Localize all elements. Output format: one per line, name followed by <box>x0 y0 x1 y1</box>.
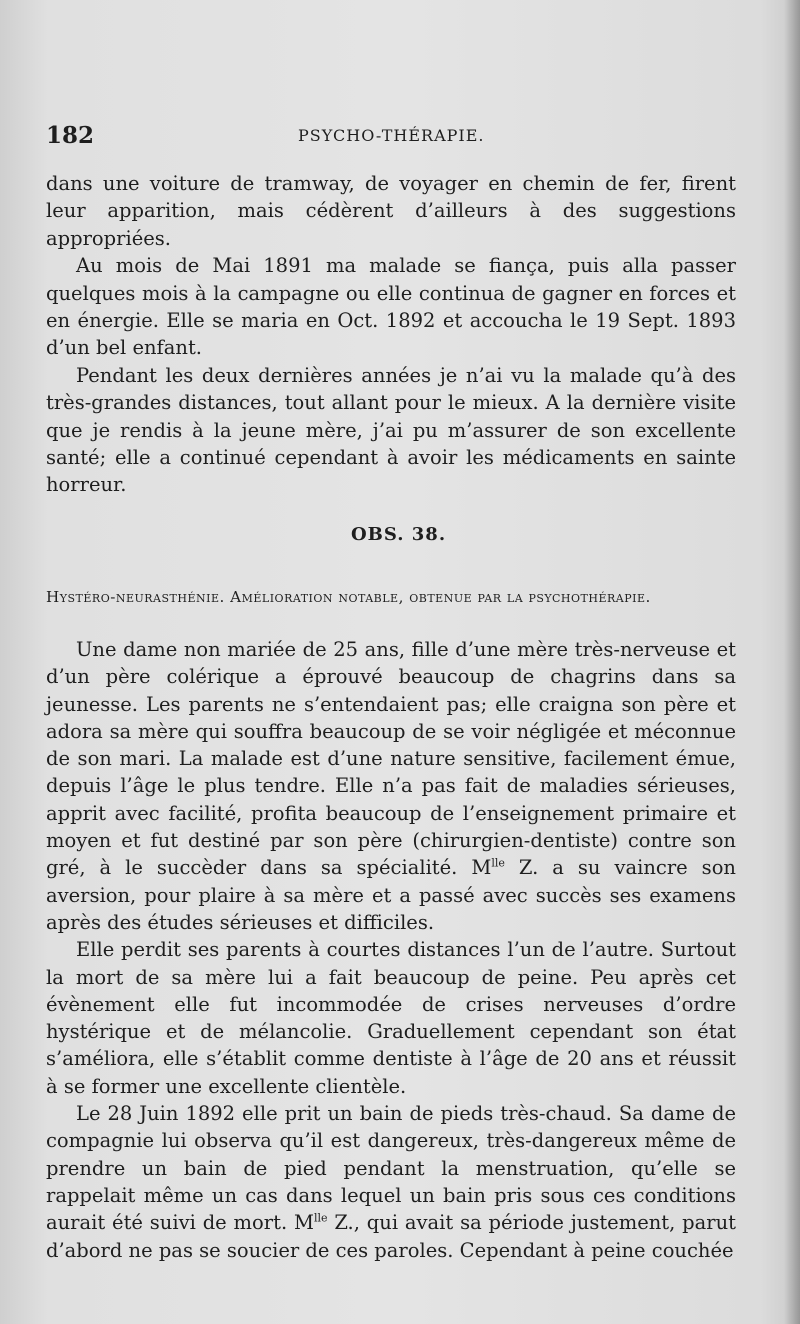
paragraph-text: Z., qui avait sa période justement, parut d’abord ne pas se soucier de ces paroles. Cependant à peine couchée <box>46 1211 737 1262</box>
observation-body <box>46 636 736 1264</box>
continuation-text <box>46 170 736 499</box>
paragraph-text: Le 28 Juin 1892 elle prit un bain de pieds très-chaud. Sa dame de compagnie lui observa qu’il est dangereux, très-dangereux même de prendre un bain de pied pendant la menstruation, qu’elle se rappelait même un cas dans lequel un bain pris sous ces conditions aurait été suivi de mort. M <box>46 1102 736 1235</box>
paragraph-text: Z. a su vaincre son aversion, pour plaire à sa mère et a passé avec succès ses examens après des études sérieuses et difficiles. <box>46 856 736 934</box>
paragraph: Au mois de Mai 1891 ma malade se fiança, puis alla passer quelques mois à la campagne ou elle continua de gagner en forces et en énergie. Elle se maria en Oct. 1892 et accoucha le 19 Sept. 1893 d’un bel enfant. <box>46 254 736 360</box>
paragraph: dans une voiture de tramway, de voyager en chemin de fer, firent leur apparition, mais cédèrent d’ailleurs à des suggestions appropriées. <box>46 172 736 250</box>
observation-title: Hystéro-neurasthénie. Amélioration notable, obtenue par la psychothérapie. <box>46 588 651 606</box>
paragraph <box>46 1100 736 1264</box>
superscript: lle <box>491 856 505 870</box>
paragraph-text: Une dame non mariée de 25 ans, fille d’une mère très-nerveuse et d’un père colérique a éprouvé beaucoup de chagrins dans sa jeunesse. Les parents ne s’entendaient pas; elle craigna son père et adora sa mère qui souffra beaucoup de se voir négligée et méconnue de son mari. La malade est d’une nature sensitive, facilement émue, depuis l’âge le plus tendre. Elle n’a pas fait de maladies sérieuses, apprit avec facilité, profita beaucoup de l’enseignement primaire et moyen et fut destiné par son père (chirurgien-dentiste) contre son gré, à le succèder dans sa spécialité. M <box>46 638 736 880</box>
page-spine-shadow <box>784 0 800 1324</box>
page-header <box>46 122 746 156</box>
paragraph: Elle perdit ses parents à courtes distances l’un de l’autre. Surtout la mort de sa mère lui a fait beaucoup de peine. Peu après cet évènement elle fut incommodée de crises nerveuses d’ordre hystérique et de mélancolie. Graduellement cependant son état s’améliora, elle s’établit comme dentiste à l’âge de 20 ans et réussit à se former une excellente clientèle. <box>46 938 736 1098</box>
paragraph: Pendant les deux dernières années je n’ai vu la malade qu’à des très-grandes distances, tout allant pour le mieux. A la dernière visite que je rendis à la jeune mère, j’ai pu m’assurer de son excellente santé; elle a continué cependant à avoir les médicaments en sainte horreur. <box>46 363 736 497</box>
superscript: lle <box>313 1211 328 1225</box>
running-title: PSYCHO-THÉRAPIE. <box>298 126 485 145</box>
paragraph <box>46 636 736 936</box>
page-number: 182 <box>46 122 95 149</box>
observation-heading: OBS. 38. <box>351 524 447 545</box>
